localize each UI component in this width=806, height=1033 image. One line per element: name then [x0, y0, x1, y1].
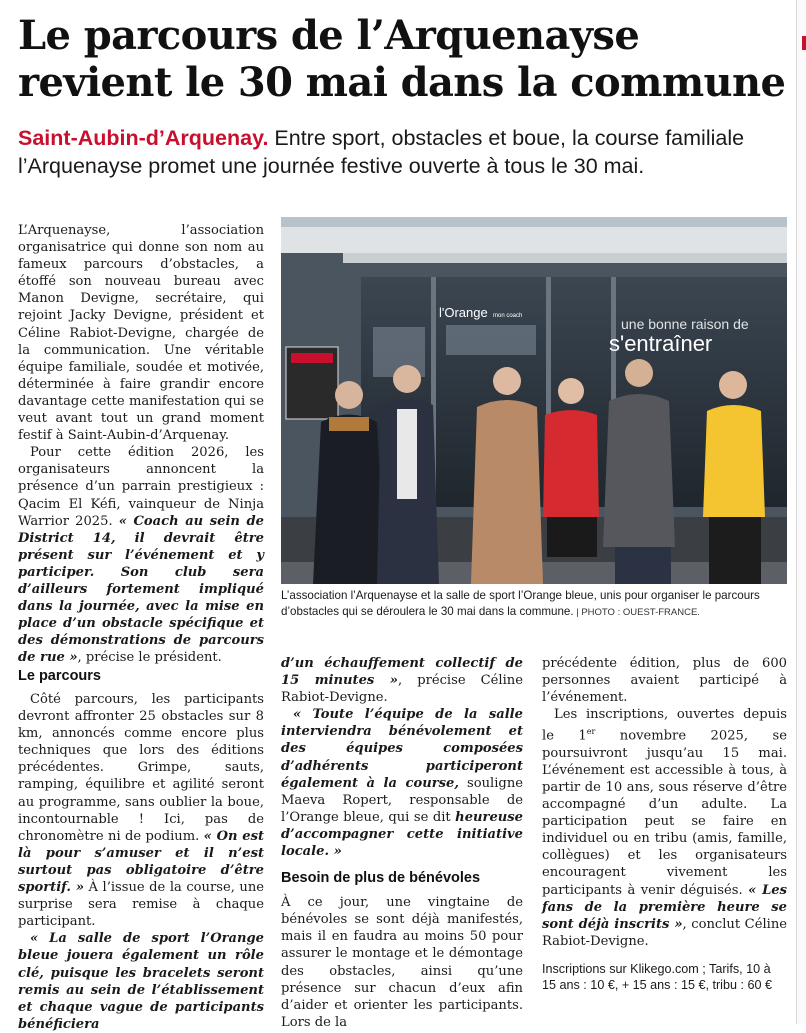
text-run: , précise le président. — [77, 650, 222, 666]
column-1-top — [18, 222, 264, 666]
quote: heureuse d’accompagner cette initiative locale. » — [281, 809, 523, 860]
text-run: Les inscriptions, ouvertes depuis le 1 — [542, 707, 787, 744]
text-run: À l’issue de la course, une surprise sera remise à chaque participant. — [18, 880, 264, 930]
quote: d’un échauffement collectif de 15 minutes » — [281, 656, 523, 689]
paragraph — [281, 655, 523, 706]
paragraph: L’Arquenayse, l’association organisatrice qui donne son nom au fameux parcours d’obstacles, a étoffé son nouveau bureau avec Manon Devigne, secrétaire, qui rejoint Jacky Devigne, président et Céline Rabiot-Devigne, chargée de la communication. Une véritable équipe familiale, soudée et motivée, déterminée à faire grandir encore davantage cette manifestation qui se veut avant tout un grand moment festif à Saint-Aubin-d’Arquenay. — [18, 223, 264, 444]
paragraph — [281, 706, 523, 860]
paragraph — [18, 691, 264, 930]
shop-sign: l'Orange — [439, 305, 488, 320]
column-3 — [542, 655, 787, 950]
column-2 — [281, 655, 523, 1031]
quote: « On est là pour s’amuser et il n’est surtout pas obligatoire d’être sportif. » — [18, 828, 265, 896]
paragraph: À ce jour, une vingtaine de bénévoles se sont déjà manifestés, mais il en faudra au moins 50 pour assurer le montage et le démontage des obstacles, ainsi qu’une présence sur chacun d’eux afin d’aider et orienter les participants. Lors de la — [281, 895, 523, 1030]
paragraph — [18, 930, 264, 1033]
superscript: er — [586, 727, 596, 737]
quote: « Les fans de la première heure se sont déjà inscrits » — [542, 882, 788, 932]
headline-line-2: revient le 30 mai dans la commune — [18, 59, 786, 106]
quote: « La salle de sport l’Orange bleue jouera également un rôle clé, puisque les bracelets seront remis au sein de l’établissement et chaque vague de participants bénéficiera — [18, 931, 264, 1032]
text-run: novembre 2025, se poursuivront jusqu’au 15 mai. L’événement est accessible à tous, à partir de 10 ans, sous réserve d’être accompagné d’un adulte. La participation peut se faire en individuel ou en tribu (amis, famille, collègues) et les organisateurs encouragent vivement les participants à venir déguisés. — [542, 728, 787, 898]
red-marker — [802, 36, 806, 50]
shop-sign-small: mon coach — [493, 313, 523, 319]
text-run: souligne Maeva Ropert, responsable de l’Orange bleue, qui se dit — [281, 775, 523, 825]
column-1-bottom — [18, 668, 265, 1033]
photo-credit: | PHOTO : OUEST-FRANCE. — [573, 607, 700, 618]
paragraph: précédente édition, plus de 600 personnes avaient participé à l’événement. — [542, 656, 787, 706]
window-line-1: une bonne raison de — [621, 316, 749, 332]
registration-info: Inscriptions sur Klikego.com ; Tarifs, 10 à 15 ans : 10 €, + 15 ans : 15 €, tribu : 60 € — [542, 962, 772, 992]
quote: « Toute l’équipe de la salle interviendra bénévolement et des équipes composées d’adhérents participeront également à la course, — [281, 707, 523, 791]
paragraph — [542, 706, 787, 950]
article-lede — [18, 124, 793, 180]
window-line-2: s'entraîner — [609, 331, 713, 356]
text-run: Pour cette édition 2026, les organisateurs annoncent la présence d’un parrain prestigieux : Qacim El Kéfi, vainqueur de Ninja Warrior 2025. — [18, 445, 264, 529]
subheading-benevoles: Besoin de plus de bénévoles — [281, 870, 481, 887]
text-run: , précise Céline Rabiot-Devigne. — [281, 673, 523, 706]
headline-line-1: Le parcours de l’Arquenayse — [18, 12, 640, 59]
photo-illustration — [281, 217, 787, 584]
lede-place: Saint-Aubin-d’Arquenay. — [18, 126, 269, 150]
adjacent-column-edge — [796, 0, 806, 1024]
photo-caption — [281, 588, 787, 621]
article-headline — [18, 12, 788, 106]
text-run: , conclut Céline Rabiot-Devigne. — [542, 916, 787, 949]
lede-text: Entre sport, obstacles et boue, la course familiale l’Arquenayse promet une journée festive ouverte à tous le 30 mai. — [18, 126, 745, 178]
paragraph — [18, 444, 264, 666]
quote: « Coach au sein de District 14, il devrait être présent sur l’événement et y participer. Son club sera d’ailleurs fortement impliqué dans la journée, avec la mise en place d’un obstacle spécifique et des démonstrations de parcours de rue » — [18, 513, 264, 666]
article-photo — [281, 217, 787, 584]
caption-text: L’association l’Arquenayse et la salle de sport l’Orange bleue, unis pour organiser le parcours d’obstacles qui se déroulera le 30 mai dans la commune. — [281, 589, 760, 618]
text-run: Côté parcours, les participants devront affronter 25 obstacles sur 8 km, annoncés comme encore plus techniques que lors des éditions précédentes. Grimpe, sauts, ramping, équilibre et agilité seront au programme, sans oublier la boue, incontournable ! Ici, pas de chronomètre ni de podium. — [18, 692, 264, 844]
subheading-le-parcours: Le parcours — [18, 668, 101, 684]
